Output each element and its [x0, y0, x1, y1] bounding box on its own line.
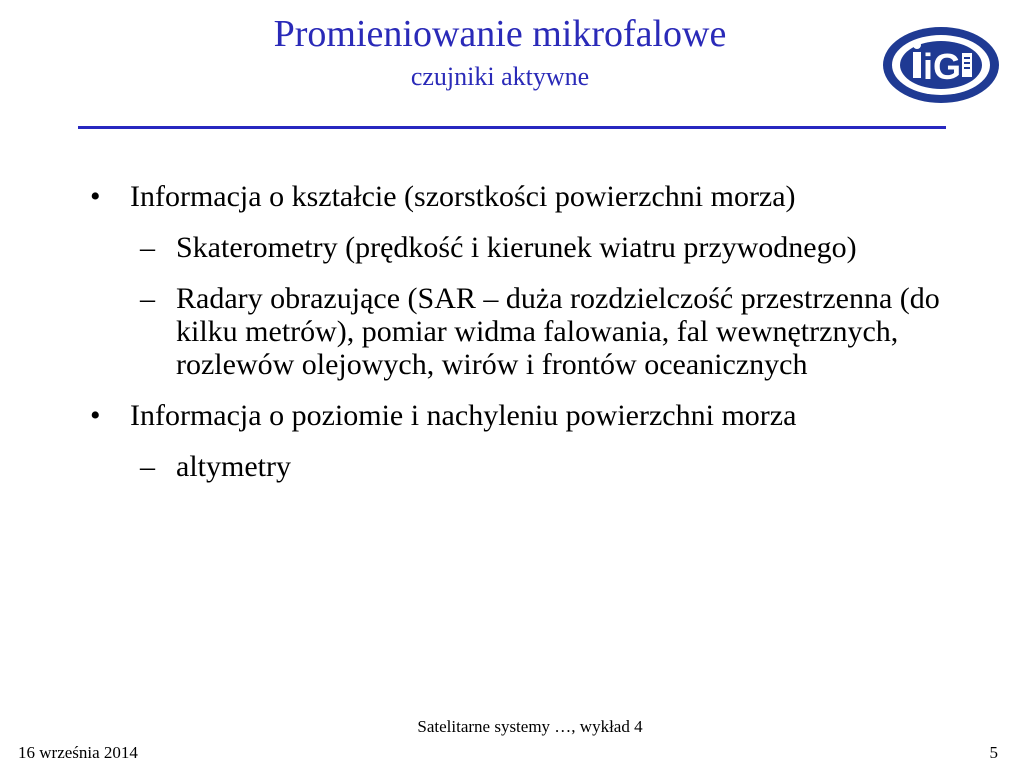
bullet-marker: •	[90, 180, 101, 213]
bullet-text: Radary obrazujące (SAR – duża rozdzielczość przestrzenna (do kilku metrów), pomiar widma falowania, fal wewnętrznych, rozlewów olejowych, wirów i frontów oceanicznych	[176, 282, 940, 381]
bullet-text: Informacja o kształcie (szorstkości powierzchni morza)	[130, 180, 796, 213]
sub-bullet-sar	[84, 282, 964, 381]
bullet-marker: •	[90, 399, 101, 432]
bullet-text: Informacja o poziomie i nachyleniu powierzchni morza	[130, 399, 797, 432]
bullet-text: Skaterometry (prędkość i kierunek wiatru przywodnego)	[176, 231, 857, 264]
title-divider	[78, 126, 946, 129]
university-logo-icon	[880, 24, 1002, 106]
bullet-item-shape	[84, 180, 964, 213]
footer-date: 16 września 2014	[18, 743, 138, 762]
footer-course: Satelitarne systemy …, wykład 4	[417, 717, 643, 736]
sub-bullet-altimeters	[84, 450, 964, 483]
slide-title: Promieniowanie mikrofalowe	[273, 13, 727, 55]
dash-marker: –	[140, 231, 155, 264]
bullet-item-level	[84, 399, 964, 432]
dash-marker: –	[140, 282, 155, 315]
bullet-text: altymetry	[176, 450, 291, 483]
page-number: 5	[989, 743, 998, 762]
slide-subtitle: czujniki aktywne	[410, 62, 590, 91]
dash-marker: –	[140, 450, 155, 483]
logo-text: iG	[922, 46, 962, 87]
sub-bullet-scatterometers	[84, 231, 964, 264]
bullet-list	[84, 180, 964, 501]
